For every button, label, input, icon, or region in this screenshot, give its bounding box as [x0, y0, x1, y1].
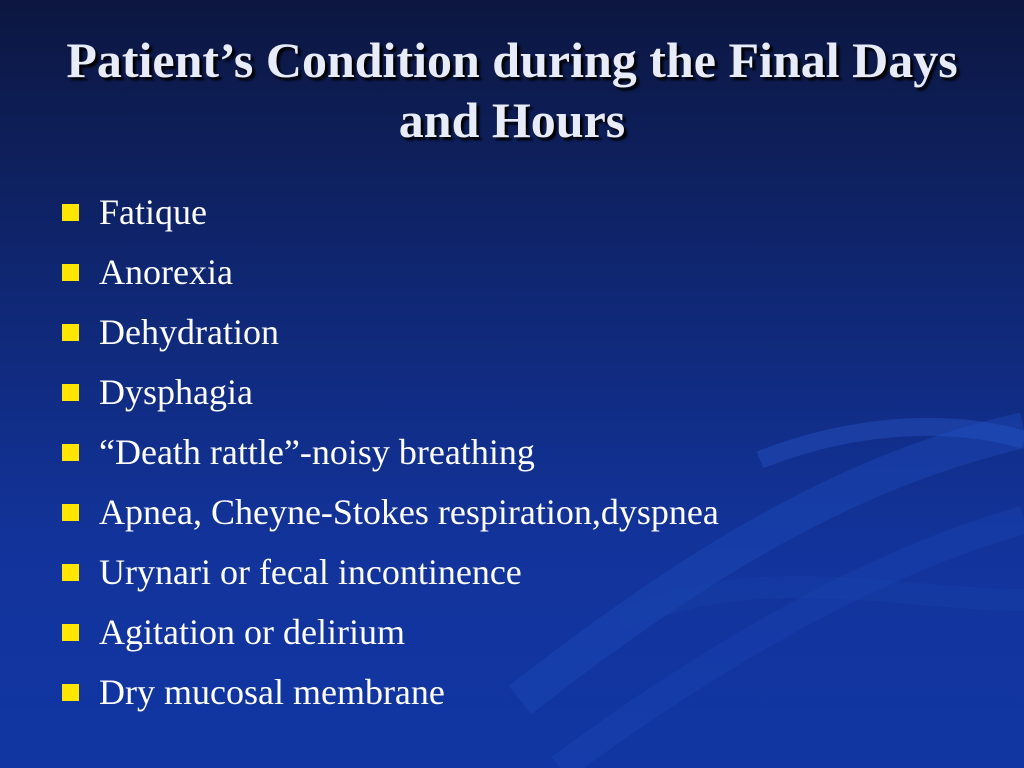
square-bullet-icon	[62, 264, 79, 281]
square-bullet-icon	[62, 444, 79, 461]
square-bullet-icon	[62, 624, 79, 641]
slide-title: Patient’s Condition during the Final Days and Hours	[66, 32, 958, 148]
bullet-text: Urynari or fecal incontinence	[99, 552, 522, 592]
square-bullet-icon	[62, 204, 79, 221]
bullet-text: Dysphagia	[99, 372, 253, 412]
list-item	[62, 482, 719, 542]
list-item	[62, 542, 719, 602]
square-bullet-icon	[62, 684, 79, 701]
bullet-text: Fatique	[99, 192, 207, 232]
bullet-list	[62, 182, 719, 722]
list-item	[62, 242, 719, 302]
square-bullet-icon	[62, 564, 79, 581]
bullet-text: Anorexia	[99, 252, 233, 292]
square-bullet-icon	[62, 324, 79, 341]
bullet-text: Apnea, Cheyne-Stokes respiration,dyspnea	[99, 492, 719, 532]
list-item	[62, 182, 719, 242]
bullet-text: “Death rattle”-noisy breathing	[99, 432, 535, 472]
list-item	[62, 662, 719, 722]
square-bullet-icon	[62, 384, 79, 401]
list-item	[62, 422, 719, 482]
bullet-text: Dry mucosal membrane	[99, 672, 445, 712]
bullet-text: Dehydration	[99, 312, 279, 352]
list-item	[62, 362, 719, 422]
list-item	[62, 602, 719, 662]
bullet-text: Agitation or delirium	[99, 612, 405, 652]
square-bullet-icon	[62, 504, 79, 521]
list-item	[62, 302, 719, 362]
